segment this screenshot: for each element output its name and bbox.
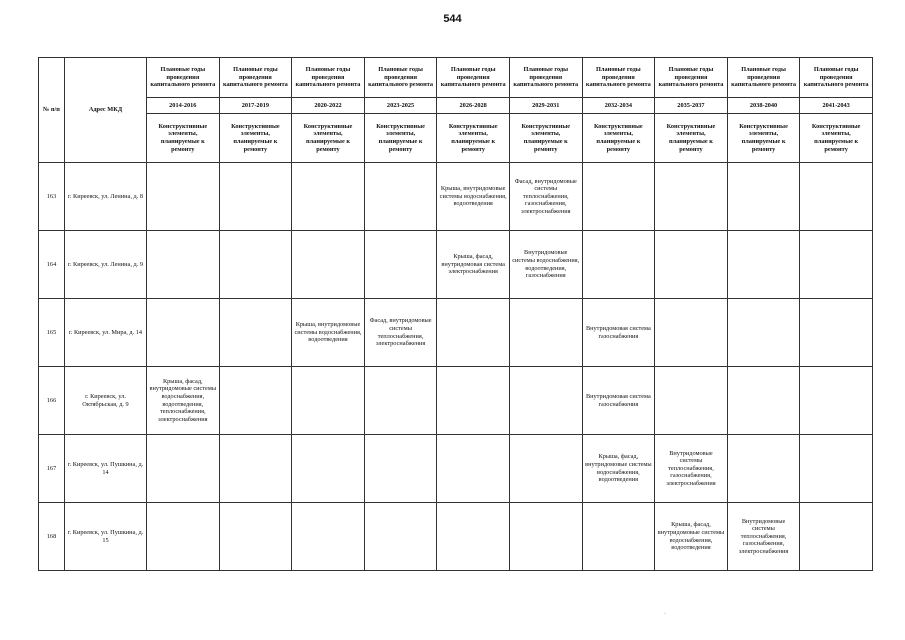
row-planned-works xyxy=(655,163,728,231)
row-planned-works: Крыша, фасад, внутридомовые системы водоснабжения, водоотведения xyxy=(582,435,655,503)
capital-repair-plan-table xyxy=(38,57,873,571)
header-period-title: Плановые годы проведения капитального ремонта xyxy=(655,58,728,98)
page-number: 544 xyxy=(443,13,462,25)
row-planned-works: Внутридомовые системы теплоснабжения, газоснабжения, электроснабжения xyxy=(655,435,728,503)
row-planned-works xyxy=(147,299,220,367)
row-planned-works: Внутридомовая система газоснабжения xyxy=(582,367,655,435)
header-period-elements: Конструктивные элементы, планируемые к ремонту xyxy=(437,114,510,163)
row-planned-works xyxy=(655,367,728,435)
row-planned-works xyxy=(582,231,655,299)
row-planned-works xyxy=(727,435,800,503)
row-planned-works xyxy=(582,503,655,571)
header-period-elements: Конструктивные элементы, планируемые к ремонту xyxy=(219,114,292,163)
row-number: 165 xyxy=(39,299,65,367)
row-planned-works xyxy=(364,231,437,299)
header-period-years: 2017-2019 xyxy=(219,98,292,114)
row-planned-works: Крыша, фасад, внутридомовая система электроснабжения xyxy=(437,231,510,299)
row-number: 163 xyxy=(39,163,65,231)
header-period-years: 2023-2025 xyxy=(364,98,437,114)
row-planned-works xyxy=(509,435,582,503)
row-planned-works: Фасад, внутридомовые системы теплоснабжения, газоснабжения, электроснабжения xyxy=(509,163,582,231)
header-period-years: 2032-2034 xyxy=(582,98,655,114)
header-period-elements: Конструктивные элементы, планируемые к ремонту xyxy=(509,114,582,163)
row-planned-works: Фасад, внутридомовые системы теплоснабжения, электроснабжения xyxy=(364,299,437,367)
row-planned-works: Внутридомовая система газоснабжения xyxy=(582,299,655,367)
header-period-years: 2020-2022 xyxy=(292,98,365,114)
row-address: г. Киреевск, ул. Ленина, д. 9 xyxy=(65,231,147,299)
header-period-title: Плановые годы проведения капитального ремонта xyxy=(219,58,292,98)
row-planned-works xyxy=(292,367,365,435)
table-row xyxy=(39,367,873,435)
header-period-elements: Конструктивные элементы, планируемые к ремонту xyxy=(364,114,437,163)
header-period-elements: Конструктивные элементы, планируемые к ремонту xyxy=(727,114,800,163)
row-planned-works xyxy=(219,367,292,435)
header-num: № п/п xyxy=(39,58,65,163)
row-planned-works xyxy=(437,435,510,503)
row-planned-works xyxy=(219,503,292,571)
header-period-title: Плановые годы проведения капитального ремонта xyxy=(509,58,582,98)
header-period-years: 2014-2016 xyxy=(147,98,220,114)
row-planned-works xyxy=(364,367,437,435)
row-planned-works xyxy=(800,299,873,367)
header-period-years: 2029-2031 xyxy=(509,98,582,114)
header-period-years: 2026-2028 xyxy=(437,98,510,114)
row-planned-works xyxy=(800,231,873,299)
row-planned-works xyxy=(800,163,873,231)
header-row-elements xyxy=(39,114,873,163)
scan-artifact-mark: · xyxy=(664,611,666,617)
row-planned-works: Крыша, фасад, внутридомовые системы водоснабжения, водоотведения, теплоснабжения, электроснабжения xyxy=(147,367,220,435)
row-planned-works xyxy=(219,299,292,367)
row-planned-works xyxy=(437,299,510,367)
row-planned-works xyxy=(292,435,365,503)
row-planned-works xyxy=(800,435,873,503)
row-planned-works: Внутридомовые системы водоснабжения, водоотведения, газоснабжения xyxy=(509,231,582,299)
table-row xyxy=(39,231,873,299)
header-address: Адрес МКД xyxy=(65,58,147,163)
row-planned-works xyxy=(727,367,800,435)
header-period-years: 2041-2043 xyxy=(800,98,873,114)
header-period-title: Плановые годы проведения капитального ремонта xyxy=(437,58,510,98)
row-planned-works xyxy=(727,299,800,367)
row-planned-works xyxy=(437,367,510,435)
row-planned-works xyxy=(219,163,292,231)
table-row xyxy=(39,163,873,231)
row-planned-works: Крыша, внутридомовые системы водоснабжения, водоотведения xyxy=(292,299,365,367)
header-period-elements: Конструктивные элементы, планируемые к ремонту xyxy=(800,114,873,163)
row-planned-works xyxy=(437,503,510,571)
row-address: г. Киреевск, ул. Октябрьская, д. 9 xyxy=(65,367,147,435)
table-row xyxy=(39,503,873,571)
header-row-years xyxy=(39,98,873,114)
row-planned-works xyxy=(582,163,655,231)
row-planned-works xyxy=(364,503,437,571)
row-planned-works xyxy=(800,367,873,435)
row-planned-works xyxy=(147,503,220,571)
row-planned-works xyxy=(292,163,365,231)
header-period-title: Плановые годы проведения капитального ремонта xyxy=(800,58,873,98)
header-period-title: Плановые годы проведения капитального ремонта xyxy=(582,58,655,98)
row-planned-works xyxy=(219,231,292,299)
row-planned-works xyxy=(364,163,437,231)
row-planned-works xyxy=(509,367,582,435)
row-planned-works xyxy=(147,435,220,503)
row-planned-works xyxy=(147,163,220,231)
table-row xyxy=(39,435,873,503)
header-period-title: Плановые годы проведения капитального ремонта xyxy=(292,58,365,98)
header-period-elements: Конструктивные элементы, планируемые к ремонту xyxy=(292,114,365,163)
row-address: г. Киреевск, ул. Пушкина, д. 15 xyxy=(65,503,147,571)
row-planned-works xyxy=(147,231,220,299)
row-planned-works: Крыша, внутридомовые системы водоснабжения, водоотведения xyxy=(437,163,510,231)
row-planned-works xyxy=(655,299,728,367)
row-planned-works: Крыша, фасад, внутридомовые системы водоснабжения, водоотведения xyxy=(655,503,728,571)
row-planned-works xyxy=(364,435,437,503)
row-planned-works xyxy=(655,231,728,299)
header-period-title: Плановые годы проведения капитального ремонта xyxy=(364,58,437,98)
row-planned-works xyxy=(509,503,582,571)
header-period-elements: Конструктивные элементы, планируемые к ремонту xyxy=(147,114,220,163)
row-number: 166 xyxy=(39,367,65,435)
row-planned-works xyxy=(509,299,582,367)
header-period-title: Плановые годы проведения капитального ремонта xyxy=(147,58,220,98)
row-planned-works xyxy=(292,503,365,571)
row-planned-works xyxy=(800,503,873,571)
row-address: г. Киреевск, ул. Ленина, д. 8 xyxy=(65,163,147,231)
row-planned-works: Внутридомовые системы теплоснабжения, газоснабжения, электроснабжения xyxy=(727,503,800,571)
header-period-title: Плановые годы проведения капитального ремонта xyxy=(727,58,800,98)
row-address: г. Киреевск, ул. Пушкина, д. 14 xyxy=(65,435,147,503)
header-period-elements: Конструктивные элементы, планируемые к ремонту xyxy=(582,114,655,163)
row-planned-works xyxy=(219,435,292,503)
row-address: г. Киреевск, ул. Мира, д. 14 xyxy=(65,299,147,367)
table-row xyxy=(39,299,873,367)
row-planned-works xyxy=(292,231,365,299)
header-row-titles xyxy=(39,58,873,98)
row-number: 168 xyxy=(39,503,65,571)
row-planned-works xyxy=(727,163,800,231)
row-number: 164 xyxy=(39,231,65,299)
header-period-years: 2038-2040 xyxy=(727,98,800,114)
header-period-years: 2035-2037 xyxy=(655,98,728,114)
header-period-elements: Конструктивные элементы, планируемые к ремонту xyxy=(655,114,728,163)
row-number: 167 xyxy=(39,435,65,503)
row-planned-works xyxy=(727,231,800,299)
